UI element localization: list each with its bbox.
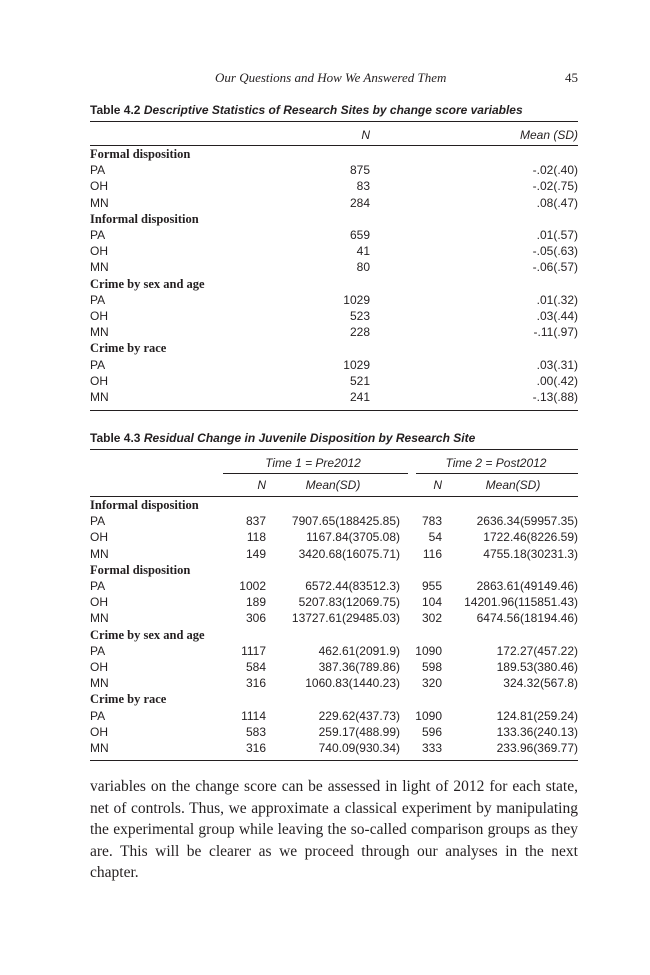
mean-time1-cell: 6572.44(83512.3) <box>305 579 400 594</box>
table-4-2-body <box>90 146 578 405</box>
mean-sd-cell: -.02(.75) <box>532 179 578 194</box>
mean-time2-cell: 14201.96(115851.43) <box>464 595 579 610</box>
mean-time2-cell: 2863.61(49149.46) <box>476 579 579 594</box>
site-cell: MN <box>90 260 109 275</box>
table-row <box>90 724 578 740</box>
site-cell: PA <box>90 228 106 243</box>
n-time1-cell: 837 <box>245 514 266 529</box>
n-time2-cell: 1090 <box>415 708 442 723</box>
n-cell: 1029 <box>343 357 370 372</box>
n-time1-cell: 1002 <box>239 579 266 594</box>
n-cell: 659 <box>349 228 370 243</box>
site-cell: OH <box>90 660 108 675</box>
n-time2-cell: 596 <box>421 724 442 739</box>
table-row <box>90 513 578 529</box>
n-time1-cell: 189 <box>245 595 266 610</box>
site-cell: PA <box>90 643 106 658</box>
n-time1-cell: 1114 <box>241 708 266 723</box>
page-number: 45 <box>565 70 578 85</box>
section-row <box>90 562 578 578</box>
table-row <box>90 162 578 178</box>
mean-sd-cell: .01(.57) <box>536 228 578 243</box>
mean-time2-cell: 233.96(369.77) <box>496 741 579 756</box>
site-cell: PA <box>90 708 106 723</box>
site-cell: MN <box>90 325 109 340</box>
n-time1-cell: 1117 <box>241 643 266 658</box>
running-title: Our Questions and How We Answered Them <box>215 70 447 85</box>
site-cell: PA <box>90 292 106 307</box>
mean-time1-cell: 740.09(930.34) <box>318 741 400 756</box>
body-paragraph: variables on the change score can be assessed in light of 2012 for each state, net of controls. Thus, we approximate a classical experiment by manipulating the experimental group while leaving the so-called comparison groups as they are. This will be clearer as we proceed through our analyses in the next chapter. <box>90 778 578 882</box>
table-row <box>90 259 578 275</box>
section-row <box>90 340 578 356</box>
section-row <box>90 276 578 292</box>
mean-time1-cell: 259.17(488.99) <box>318 724 400 739</box>
mean-time1-cell: 5207.83(12069.75) <box>298 595 400 610</box>
site-cell: MN <box>90 546 109 561</box>
col-header-n-time2: N <box>433 478 442 492</box>
mean-sd-cell: .03(.44) <box>536 309 578 324</box>
mean-sd-cell: .01(.32) <box>536 292 578 307</box>
n-time1-cell: 316 <box>245 741 266 756</box>
table-row <box>90 357 578 373</box>
site-cell: OH <box>90 530 108 545</box>
mean-time1-cell: 13727.61(29485.03) <box>291 611 400 626</box>
mean-time2-cell: 133.36(240.13) <box>496 724 579 739</box>
site-cell: PA <box>90 163 106 178</box>
mean-sd-cell: -.11(.97) <box>533 325 578 340</box>
n-cell: 80 <box>356 260 370 275</box>
mean-time2-cell: 2636.34(59957.35) <box>476 514 579 529</box>
section-row <box>90 691 578 707</box>
site-cell: OH <box>90 724 108 739</box>
section-label: Crime by sex and age <box>90 627 205 642</box>
table-row <box>90 195 578 211</box>
mean-time2-cell: 1722.46(8226.59) <box>483 530 579 545</box>
site-cell: OH <box>90 179 108 194</box>
mean-sd-cell: .03(.31) <box>536 357 578 372</box>
table-row <box>90 659 578 675</box>
mean-time1-cell: 1167.84(3705.08) <box>306 530 400 545</box>
n-cell: 523 <box>349 309 370 324</box>
n-cell: 284 <box>349 195 370 210</box>
col-header-n: N <box>361 128 370 142</box>
mean-time1-cell: 3420.68(16075.71) <box>298 546 400 561</box>
n-time2-cell: 302 <box>421 611 442 626</box>
col-header-mean-sd: Mean (SD) <box>519 128 578 142</box>
section-row <box>90 211 578 227</box>
mean-time2-cell: 324.32(567.8) <box>503 676 579 691</box>
mean-time2-cell: 189.53(380.46) <box>496 660 579 675</box>
table-row <box>90 308 578 324</box>
table-row <box>90 243 578 259</box>
n-time2-cell: 320 <box>421 676 442 691</box>
n-time2-cell: 955 <box>421 579 442 594</box>
n-time1-cell: 306 <box>245 611 266 626</box>
n-time1-cell: 118 <box>246 530 266 545</box>
table-row <box>90 594 578 610</box>
section-label: Formal disposition <box>90 147 191 161</box>
n-cell: 875 <box>349 163 370 178</box>
table-row <box>90 389 578 405</box>
running-header <box>90 70 578 88</box>
mean-time2-cell: 4755.18(30231.3) <box>483 546 579 561</box>
mean-time1-cell: 462.61(2091.9) <box>318 643 400 658</box>
table-row <box>90 373 578 389</box>
table-row <box>90 740 578 756</box>
table-4-3-label: Table 4.3 <box>90 431 141 445</box>
mean-sd-cell: .08(.47) <box>536 195 578 210</box>
mean-sd-cell: -.02(.40) <box>532 163 578 178</box>
n-time2-cell: 598 <box>421 660 442 675</box>
table-4-2-top-rule <box>90 121 578 122</box>
site-cell: OH <box>90 373 108 388</box>
site-cell: PA <box>90 514 106 529</box>
n-cell: 1029 <box>343 292 370 307</box>
n-time2-cell: 104 <box>421 595 442 610</box>
table-4-3-caption <box>90 431 475 445</box>
table-row <box>90 708 578 724</box>
table-row <box>90 610 578 626</box>
site-cell: MN <box>90 676 109 691</box>
mean-sd-cell: .00(.42) <box>536 373 578 388</box>
mean-time2-cell: 124.81(259.24) <box>496 708 579 723</box>
n-time2-cell: 54 <box>428 530 442 545</box>
mean-sd-cell: -.06(.57) <box>532 260 578 275</box>
mean-time2-cell: 6474.56(18194.46) <box>476 611 579 626</box>
n-time1-cell: 584 <box>245 660 266 675</box>
section-label: Crime by race <box>90 692 167 707</box>
site-cell: MN <box>90 390 109 405</box>
n-time2-cell: 116 <box>422 546 442 561</box>
mean-time1-cell: 229.62(437.73) <box>318 708 400 723</box>
table-4-2-label: Table 4.2 <box>90 103 141 117</box>
n-cell: 228 <box>349 325 370 340</box>
table-row <box>90 178 578 194</box>
n-cell: 521 <box>349 373 370 388</box>
section-row <box>90 497 578 513</box>
section-row <box>90 146 578 162</box>
table-row <box>90 578 578 594</box>
site-cell: MN <box>90 611 109 626</box>
table-4-2 <box>90 124 578 405</box>
n-cell: 241 <box>349 390 370 405</box>
col-header-n-time1: N <box>257 478 266 492</box>
site-cell: PA <box>90 579 106 594</box>
site-cell: OH <box>90 244 108 259</box>
n-time1-cell: 149 <box>245 546 266 561</box>
mean-time1-cell: 1060.83(1440.23) <box>305 676 400 691</box>
site-cell: OH <box>90 595 108 610</box>
table-4-3-body <box>90 497 578 756</box>
table-4-2-title: Descriptive Statistics of Research Sites by change score variables <box>143 103 523 117</box>
mean-time1-cell: 7907.65(188425.85) <box>291 514 400 529</box>
table-4-2-bottom-rule <box>90 410 578 411</box>
n-time2-cell: 333 <box>421 741 442 756</box>
table-row <box>90 529 578 545</box>
table-row <box>90 546 578 562</box>
table-row <box>90 643 578 659</box>
section-label: Informal disposition <box>90 211 199 226</box>
section-label: Informal disposition <box>90 498 199 512</box>
n-time1-cell: 583 <box>245 724 266 739</box>
col-header-mean-time2: Mean(SD) <box>485 478 541 492</box>
table-4-3-bottom-rule <box>90 760 578 761</box>
n-time2-cell: 1090 <box>415 643 442 658</box>
table-4-3-top-rule <box>90 449 578 450</box>
group-header-time1: Time 1 = Pre2012 <box>265 456 361 470</box>
mean-time2-cell: 172.27(457.22) <box>496 643 579 658</box>
table-4-3 <box>90 452 578 756</box>
col-header-mean-time1: Mean(SD) <box>305 478 361 492</box>
section-row <box>90 627 578 643</box>
section-label: Crime by race <box>90 341 167 356</box>
mean-sd-cell: -.05(.63) <box>532 244 578 259</box>
table-row <box>90 675 578 691</box>
mean-time1-cell: 387.36(789.86) <box>318 660 400 675</box>
table-4-2-caption <box>90 103 523 117</box>
section-label: Formal disposition <box>90 562 191 577</box>
section-label: Crime by sex and age <box>90 276 205 291</box>
n-time2-cell: 783 <box>421 514 442 529</box>
n-cell: 83 <box>356 179 370 194</box>
mean-sd-cell: -.13(.88) <box>532 390 578 405</box>
table-row <box>90 227 578 243</box>
site-cell: OH <box>90 309 108 324</box>
group-header-time2: Time 2 = Post2012 <box>445 456 547 470</box>
n-time1-cell: 316 <box>245 676 266 691</box>
table-4-3-title: Residual Change in Juvenile Disposition by Research Site <box>143 431 476 445</box>
site-cell: PA <box>90 357 106 372</box>
site-cell: MN <box>90 741 109 756</box>
site-cell: MN <box>90 195 109 210</box>
table-row <box>90 324 578 340</box>
n-cell: 41 <box>356 244 370 259</box>
table-row <box>90 292 578 308</box>
